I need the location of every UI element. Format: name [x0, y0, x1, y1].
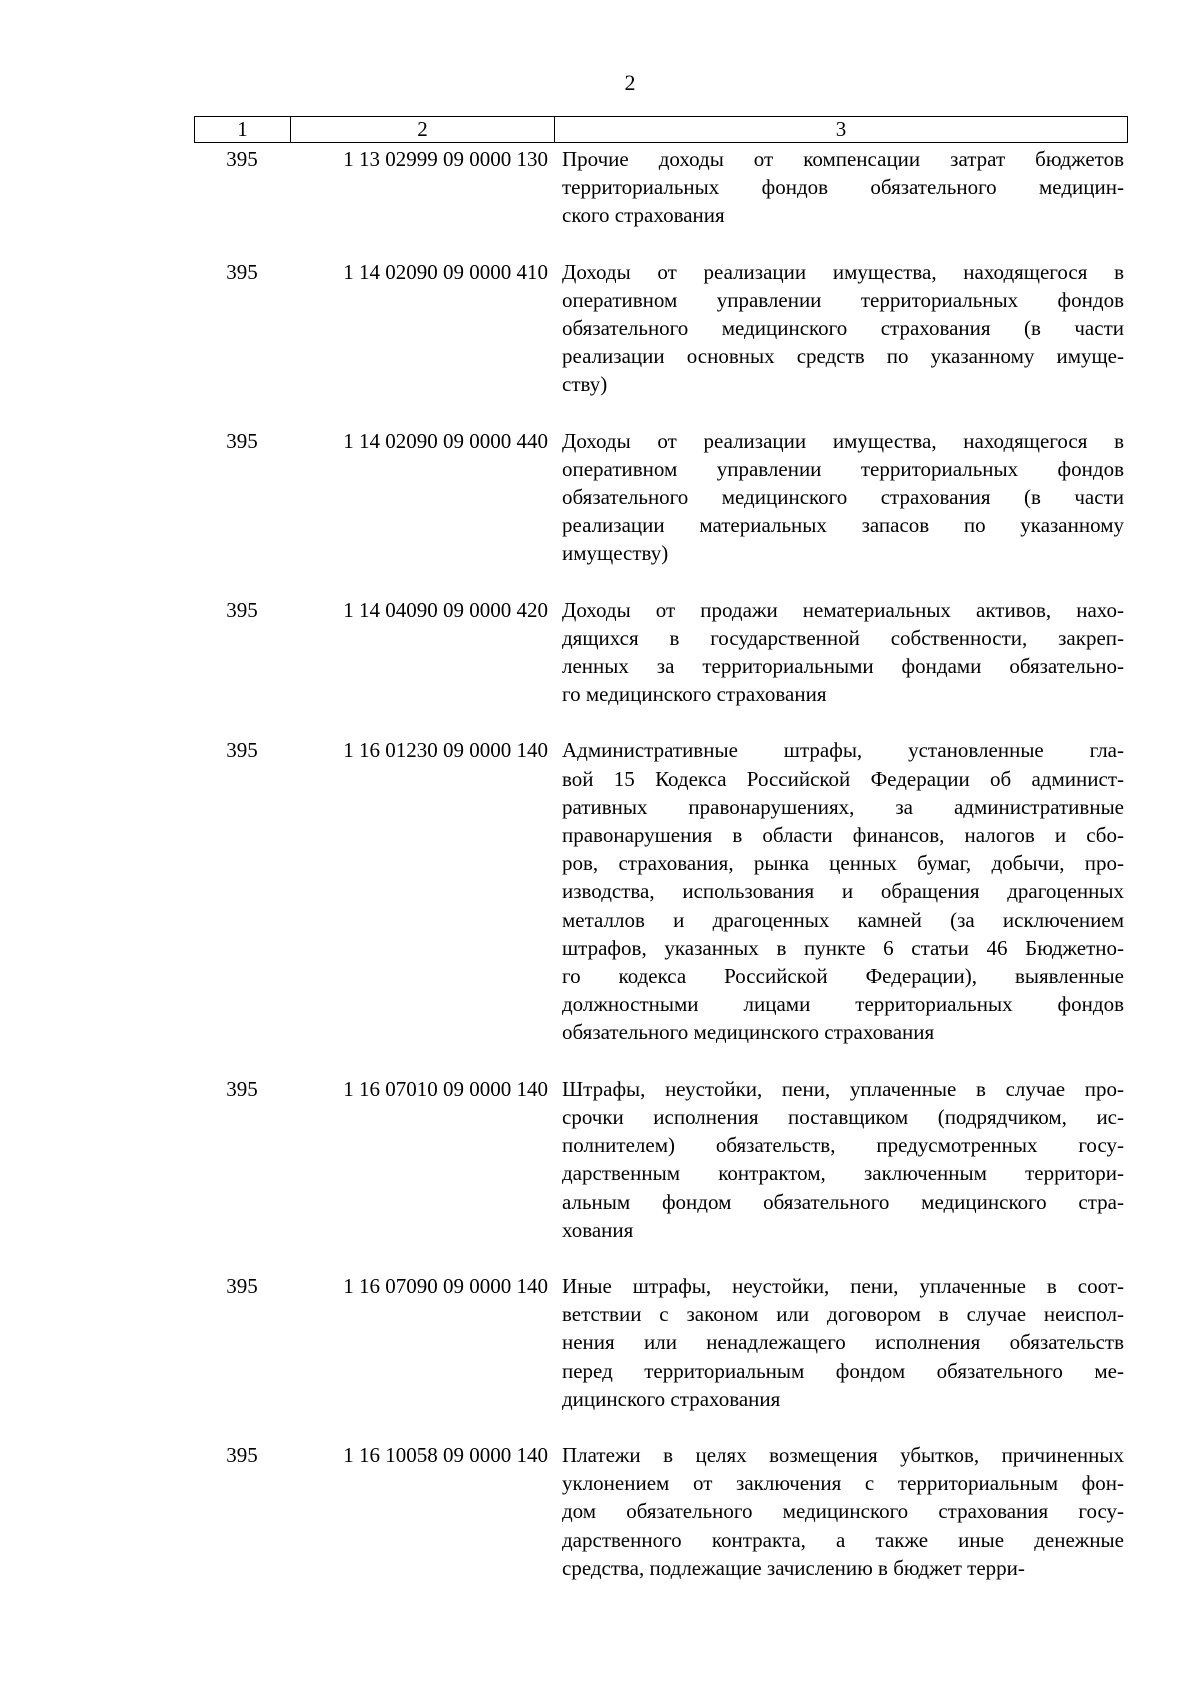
- budget-code-cell: 1 16 01230 09 0000 140: [343, 738, 548, 763]
- description-line: Платежи в целях возмещения убытков, причиненных: [562, 1442, 1124, 1467]
- budget-code-cell: 1 13 02999 09 0000 130: [343, 147, 548, 171]
- table-header: [194, 116, 1128, 143]
- description-cell: [562, 145, 1124, 230]
- description-line: ству): [562, 372, 608, 397]
- description-line: металлов и драгоценных камней (за исключением: [562, 907, 1124, 932]
- description-line: дом обязательного медицинского страхования госу-: [562, 1499, 1124, 1524]
- description-line: ров, страхования, рынка ценных бумаг, добычи, про-: [562, 851, 1124, 876]
- description-line: дарственного контракта, а также иные денежные: [562, 1527, 1124, 1552]
- description-cell: [562, 258, 1124, 399]
- description-line: дарственным контрактом, заключенным территори-: [562, 1161, 1124, 1186]
- description-line: правонарушения в области финансов, налогов и сбо-: [562, 823, 1124, 848]
- description-line: уклонением от заключения с территориальным фон-: [562, 1471, 1124, 1496]
- budget-code-cell: 1 14 02090 09 0000 440: [343, 428, 548, 453]
- description-line: дящихся в государственной собственности, закреп-: [562, 625, 1124, 650]
- admin-code-cell: 395: [226, 147, 258, 171]
- description-line: хования: [562, 1217, 634, 1242]
- table-body: [194, 145, 1128, 1610]
- description-line: имуществу): [562, 541, 669, 566]
- description-line: перед территориальным фондом обязательного ме-: [562, 1358, 1124, 1383]
- budget-code-cell: 1 14 04090 09 0000 420: [343, 597, 548, 622]
- description-cell: [562, 1075, 1124, 1244]
- description-line: Прочие доходы от компенсации затрат бюджетов: [562, 147, 1124, 171]
- description-line: оперативном управлении территориальных фондов: [562, 456, 1124, 481]
- table-row: [194, 596, 1128, 709]
- description-line: оперативном управлении территориальных фондов: [562, 287, 1124, 312]
- admin-code-cell: 395: [226, 1442, 258, 1467]
- table-row: [194, 1272, 1128, 1413]
- description-line: штрафов, указанных в пункте 6 статьи 46 Бюджетно-: [562, 935, 1124, 960]
- description-line: Доходы от реализации имущества, находящегося в: [562, 428, 1124, 453]
- budget-code-cell: 1 16 07090 09 0000 140: [343, 1273, 548, 1298]
- description-cell: [562, 427, 1124, 568]
- description-line: Доходы от реализации имущества, находящегося в: [562, 259, 1124, 284]
- description-cell: [562, 596, 1124, 709]
- description-line: вой 15 Кодекса Российской Федерации об админист-: [562, 766, 1124, 791]
- description-line: ского страхования: [562, 203, 725, 228]
- description-line: Доходы от продажи нематериальных активов, нахо-: [562, 597, 1124, 622]
- table-row: [194, 736, 1128, 1046]
- admin-code-cell: 395: [226, 597, 258, 622]
- description-line: альным фондом обязательного медицинского стра-: [562, 1189, 1124, 1214]
- description-line: средства, подлежащие зачислению в бюджет терри-: [562, 1555, 1025, 1580]
- description-line: изводства, использования и обращения драгоценных: [562, 879, 1124, 904]
- budget-code-cell: 1 14 02090 09 0000 410: [343, 259, 548, 284]
- description-cell: [562, 1272, 1124, 1413]
- description-line: ративных правонарушениях, за административные: [562, 794, 1124, 819]
- admin-code-cell: 395: [226, 1076, 258, 1101]
- page-number: 2: [624, 70, 636, 95]
- description-line: реализации материальных запасов по указанному: [562, 513, 1124, 538]
- description-line: реализации основных средств по указанному имуще-: [562, 344, 1124, 369]
- description-line: срочки исполнения поставщиком (подрядчиком, ис-: [562, 1104, 1124, 1129]
- description-line: территориальных фондов обязательного медицин-: [562, 175, 1124, 200]
- header-col-2: 2: [291, 117, 555, 142]
- table-row: [194, 258, 1128, 399]
- admin-code-cell: 395: [226, 738, 258, 763]
- table-row: [194, 1441, 1128, 1582]
- header-col-1: 1: [195, 117, 291, 142]
- description-line: ленных за территориальными фондами обязательно-: [562, 654, 1124, 679]
- table-row: [194, 1075, 1128, 1244]
- description-line: полнителем) обязательств, предусмотренных госу-: [562, 1133, 1124, 1158]
- description-line: го кодекса Российской Федерации), выявленные: [562, 964, 1124, 989]
- admin-code-cell: 395: [226, 1273, 258, 1298]
- budget-code-cell: 1 16 10058 09 0000 140: [343, 1442, 548, 1467]
- description-line: обязательного медицинского страхования (в части: [562, 485, 1124, 510]
- table-row: [194, 145, 1128, 230]
- table-row: [194, 427, 1128, 568]
- description-line: го медицинского страхования: [562, 682, 827, 707]
- description-cell: [562, 736, 1124, 1046]
- description-line: Иные штрафы, неустойки, пени, уплаченные в соот-: [562, 1273, 1124, 1298]
- description-line: дицинского страхования: [562, 1386, 781, 1411]
- description-line: Штрафы, неустойки, пени, уплаченные в случае про-: [562, 1076, 1124, 1101]
- description-cell: [562, 1441, 1124, 1582]
- description-line: обязательного медицинского страхования: [562, 1020, 935, 1045]
- budget-code-cell: 1 16 07010 09 0000 140: [343, 1076, 548, 1101]
- description-line: ветствии с законом или договором в случае неиспол-: [562, 1302, 1124, 1327]
- description-line: нения или ненадлежащего исполнения обязательств: [562, 1330, 1124, 1355]
- description-line: обязательного медицинского страхования (в части: [562, 316, 1124, 341]
- admin-code-cell: 395: [226, 259, 258, 284]
- admin-code-cell: 395: [226, 428, 258, 453]
- description-line: должностными лицами территориальных фондов: [562, 992, 1124, 1017]
- description-line: Административные штрафы, установленные гла-: [562, 738, 1124, 763]
- header-col-3: 3: [835, 117, 847, 141]
